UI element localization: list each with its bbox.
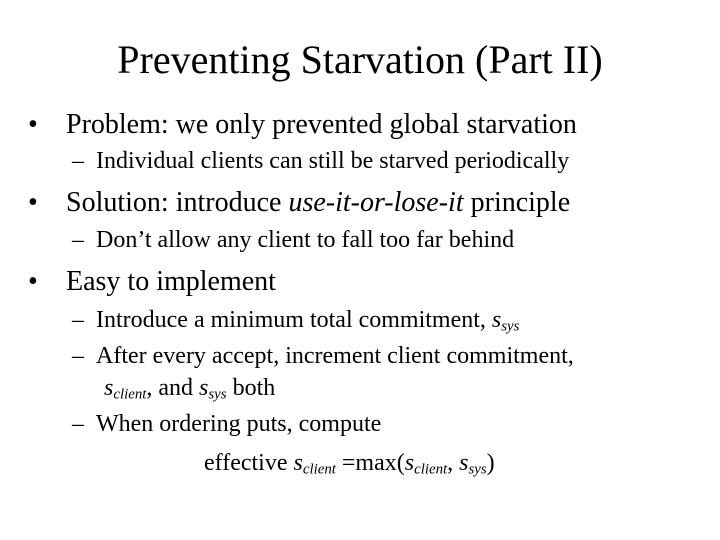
- bullet-glyph: •: [28, 109, 38, 140]
- slide-title: Preventing Starvation (Part II): [117, 37, 603, 82]
- var-s: s: [459, 450, 469, 476]
- subbullet-individual-clients: [72, 147, 569, 176]
- var-s: s: [199, 375, 209, 401]
- subscript-sys: sys: [468, 461, 487, 478]
- text-comma: ,: [447, 450, 460, 476]
- subbullet-ordering-puts: [72, 410, 381, 439]
- bullet-glyph: •: [28, 187, 38, 218]
- subbullet-text: Individual clients can still be starved periodically: [96, 148, 570, 174]
- subscript-client: client: [414, 461, 448, 478]
- var-s: s: [404, 450, 415, 476]
- bullet-easy-text: Easy to implement: [66, 266, 276, 297]
- subbullet-after-accept-cont: [104, 374, 275, 403]
- dash-glyph: –: [72, 411, 84, 437]
- dash-glyph: –: [72, 148, 84, 174]
- bullet-easy: [28, 265, 276, 299]
- var-s: s: [104, 375, 114, 401]
- subscript-sys: sys: [208, 386, 227, 403]
- text-eq-max: =max(: [335, 450, 405, 476]
- bullet-problem-text: Problem: we only prevented global starvation: [66, 109, 577, 140]
- subbullet-text: Introduce a minimum total commitment,: [96, 307, 492, 333]
- text-both: both: [226, 375, 276, 401]
- bullet-solution: [28, 186, 570, 220]
- bullet-glyph: •: [28, 266, 38, 297]
- var-s: s: [491, 307, 502, 333]
- subbullet-text: When ordering puts, compute: [96, 411, 382, 437]
- subscript-client: client: [302, 461, 336, 478]
- text-close-paren: ): [486, 450, 495, 476]
- subscript-client: client: [113, 386, 147, 403]
- subscript-sys: sys: [501, 318, 520, 335]
- subbullet-after-accept: [72, 342, 574, 371]
- text-effective: effective: [204, 450, 294, 476]
- dash-glyph: –: [72, 307, 84, 333]
- bullet-problem: [28, 108, 577, 142]
- bullet-solution-pre: Solution: introduce: [66, 187, 289, 218]
- bullet-solution-emphasis: use-it-or-lose-it: [288, 187, 464, 218]
- formula-effective: [204, 449, 495, 478]
- subbullet-text: After every accept, increment client commitment,: [96, 343, 574, 369]
- subbullet-text: Don’t allow any client to fall too far behind: [96, 227, 515, 253]
- text-and: , and: [146, 375, 200, 401]
- subbullet-fall-behind: [72, 226, 514, 255]
- dash-glyph: –: [72, 343, 84, 369]
- subbullet-min-commitment: [72, 306, 519, 335]
- dash-glyph: –: [72, 227, 84, 253]
- var-s: s: [293, 450, 303, 476]
- bullet-solution-post: principle: [463, 187, 571, 218]
